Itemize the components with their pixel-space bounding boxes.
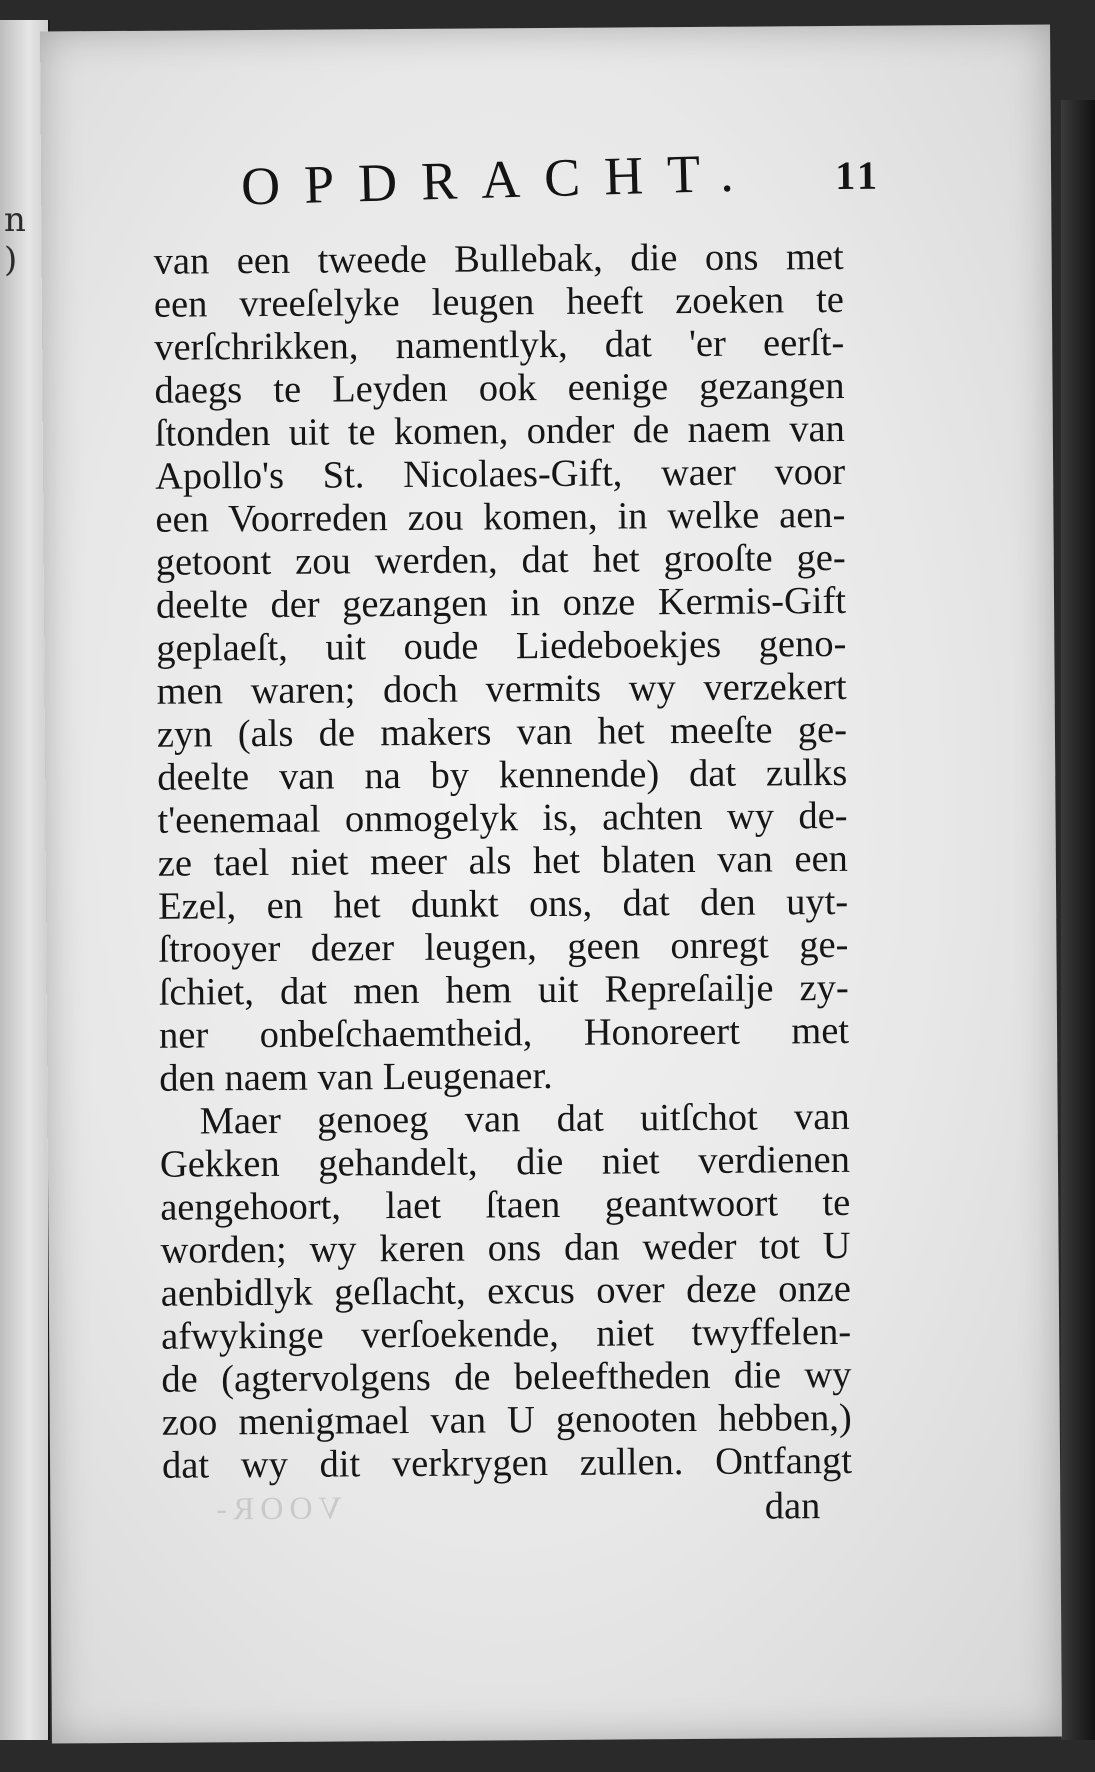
text-line: de (agtervolgens de beleeftheden die wy <box>161 1353 852 1401</box>
running-header <box>240 142 882 240</box>
text-line: zoo menigmael van U genooten hebben,) <box>161 1396 852 1444</box>
text-line: ſtrooyer dezer leugen, geen onregt ge- <box>158 923 849 971</box>
running-title: OPDRACHT. <box>240 142 759 217</box>
text-line: ſchiet, dat men hem uit Repreſailje zy- <box>158 966 849 1014</box>
text-line: getoont zou werden, dat het grooſte ge- <box>155 536 846 584</box>
book-spine-shadow <box>1061 100 1095 1740</box>
text-line: worden; wy keren ons dan weder tot U <box>160 1224 851 1272</box>
facing-page-fragment: ) <box>4 240 18 280</box>
text-line: Maer genoeg van dat uitſchot van <box>199 1095 850 1143</box>
text-line: dat wy dit verkrygen zullen. Ontfangt <box>161 1439 853 1487</box>
text-line: deelte van na by kennende) dat zulks <box>157 751 848 799</box>
text-line: Ezel, en het dunkt ons, dat den uyt- <box>158 880 849 928</box>
text-line: aengehoort, laet ſtaen geantwoort te <box>160 1181 851 1229</box>
text-line: van een tweede Bullebak, die ons met <box>153 235 844 283</box>
text-line: Gekken gehandelt, die niet verdienen <box>159 1138 851 1186</box>
text-line: geplaeſt, uit oude Liedeboekjes geno- <box>156 622 847 670</box>
text-line: een Voorreden zou komen, in welke aen- <box>155 493 846 541</box>
text-line: Apollo's St. Nicolaes-Gift, waer voor <box>155 450 846 498</box>
text-line: aenbidlyk geſlacht, excus over deze onze <box>160 1267 851 1315</box>
text-line: een vreeſelyke leugen heeft zoeken te <box>153 278 845 326</box>
text-line: deelte der gezangen in onze Kermis-Gift <box>155 579 847 627</box>
catchword: dan <box>764 1485 821 1528</box>
text-line: daegs te Leyden ook eenige gezangen <box>154 364 845 412</box>
page-number: 11 <box>835 152 882 198</box>
text-line: verſchrikken, namentlyk, dat 'er eerſt- <box>154 321 845 369</box>
book-page <box>40 24 1062 1743</box>
text-line: zyn (als de makers van het meeſte ge- <box>156 708 848 756</box>
text-line: men waren; doch vermits wy verzekert <box>156 665 847 713</box>
text-line: afwykinge verſoekende, niet twyffelen- <box>161 1310 852 1358</box>
body-text <box>153 236 852 1488</box>
text-line: ner onbeſchaemtheid, Honoreert met <box>158 1009 850 1057</box>
show-through-text: VOOR- <box>210 1489 342 1527</box>
text-line: ſtonden uit te komen, onder de naem van <box>154 407 845 455</box>
text-line: den naem van Leugenaer. <box>159 1054 553 1100</box>
text-line: t'eenemaal onmogelyk is, achten wy de- <box>157 794 848 842</box>
facing-page-fragment: n <box>4 200 26 240</box>
text-line: ze tael niet meer als het blaten van een <box>157 837 848 885</box>
